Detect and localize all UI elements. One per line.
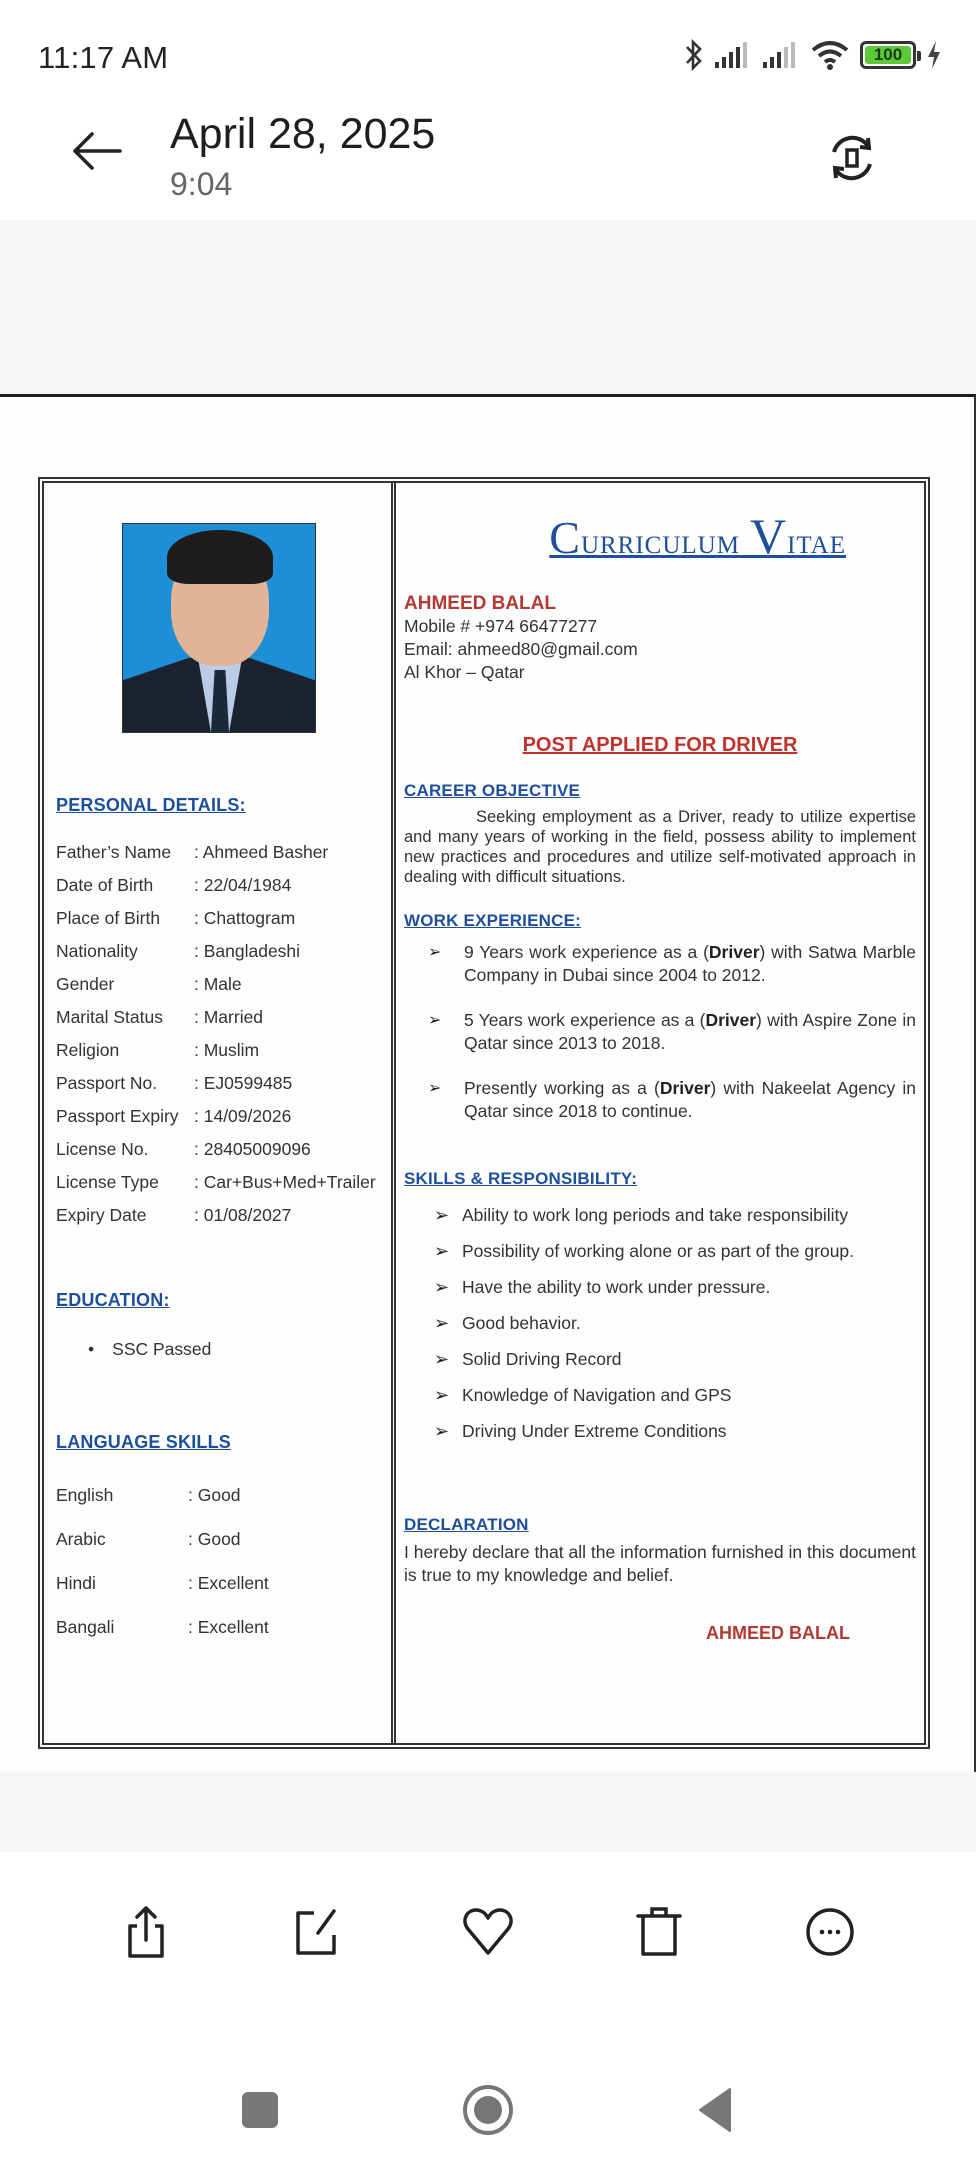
language-level: : Excellent (188, 1572, 269, 1593)
detail-row (56, 1034, 383, 1067)
share-button[interactable] (116, 1902, 176, 1962)
bottom-toolbar (0, 1852, 976, 2012)
trash-icon (634, 1904, 684, 1960)
share-icon (121, 1904, 171, 1960)
work-item: ➢ 5 Years work experience as a (Driver) with Aspire Zone in Qatar since 2013 to 2018. (404, 1009, 916, 1055)
heart-icon (461, 1907, 515, 1957)
skill-item: ➢ Ability to work long periods and take responsibility (404, 1197, 916, 1233)
language-label: English (56, 1484, 114, 1505)
detail-row (56, 1199, 383, 1232)
cv-title-urriculum: urriculum (580, 521, 750, 561)
skill-item: ➢ Good behavior. (404, 1305, 916, 1341)
declaration-heading: DECLARATION (404, 1515, 529, 1534)
detail-row (56, 935, 383, 968)
profile-photo (122, 523, 316, 733)
language-label: Hindi (56, 1572, 96, 1593)
app-header (0, 100, 976, 220)
language-label: Arabic (56, 1528, 106, 1549)
detail-row (56, 1067, 383, 1100)
detail-value: : 28405009096 (194, 1139, 311, 1159)
cv-title-v: V (749, 508, 788, 564)
education-heading: EDUCATION: (56, 1290, 170, 1310)
detail-label: Nationality (56, 941, 138, 961)
work-item: ➢ Presently working as a (Driver) with Nakeelat Agency in Qatar since 2018 to continue. (404, 1077, 916, 1123)
cv-left-column (44, 483, 396, 1743)
signal-icon (762, 40, 800, 70)
detail-value: : Bangladeshi (194, 941, 301, 961)
detail-value: : Ahmeed Basher (194, 842, 329, 862)
arrow-left-icon (68, 126, 128, 176)
language-row (56, 1561, 383, 1605)
detail-label: Father’s Name (56, 842, 172, 862)
home-circle-icon (462, 2084, 514, 2136)
cv-title-c: C (549, 512, 581, 563)
contact-mobile: Mobile # +974 66477277 (404, 616, 598, 636)
detail-row (56, 869, 383, 902)
detail-row (56, 1100, 383, 1133)
more-icon (804, 1906, 856, 1958)
rotate-icon (824, 130, 880, 186)
detail-label: Gender (56, 974, 115, 994)
personal-details-list (56, 836, 383, 1232)
skill-item: ➢ Possibility of working alone or as part of the group. (404, 1233, 916, 1269)
detail-row (56, 1166, 383, 1199)
signal-icon (714, 40, 752, 70)
recents-button[interactable] (230, 2080, 290, 2140)
edit-icon (292, 1907, 342, 1957)
skills-heading: SKILLS & RESPONSIBILITY: (404, 1169, 638, 1188)
detail-value: : EJ0599485 (194, 1073, 293, 1093)
back-nav-button[interactable] (686, 2080, 746, 2140)
status-bar (0, 0, 976, 100)
detail-value: : 01/08/2027 (194, 1205, 292, 1225)
bluetooth-icon (684, 38, 704, 72)
detail-row (56, 968, 383, 1001)
status-time: 11:17 AM (38, 40, 169, 75)
work-experience-list (404, 941, 916, 1123)
contact-location: Al Khor – Qatar (404, 662, 525, 682)
detail-row (56, 902, 383, 935)
wifi-icon (810, 39, 850, 71)
language-list (56, 1473, 383, 1649)
detail-row (56, 836, 383, 869)
detail-value: : 14/09/2026 (194, 1106, 292, 1126)
post-applied: POST APPLIED FOR DRIVER (522, 734, 798, 756)
detail-label: Passport No. (56, 1073, 158, 1093)
square-icon (240, 2090, 280, 2130)
page-subtitle: 9:04 (170, 166, 233, 202)
detail-label: License No. (56, 1139, 149, 1159)
back-button[interactable] (68, 126, 128, 176)
language-row (56, 1605, 383, 1649)
cv-right-column (396, 483, 924, 1743)
work-experience-heading: WORK EXPERIENCE: (404, 911, 581, 930)
signature-name: AHMEED BALAL (706, 1623, 850, 1643)
detail-label: Marital Status (56, 1007, 163, 1027)
detail-value: : 22/04/1984 (194, 875, 292, 895)
home-button[interactable] (458, 2080, 518, 2140)
detail-value: : Married (194, 1007, 264, 1027)
detail-value: : Male (194, 974, 242, 994)
cv-frame (38, 477, 930, 1749)
skills-list (404, 1197, 916, 1449)
candidate-name: AHMEED BALAL (404, 593, 556, 614)
language-level: : Good (188, 1528, 241, 1549)
cv-title-itae: itae (787, 521, 846, 561)
detail-value: : Chattogram (194, 908, 296, 928)
language-level: : Good (188, 1484, 241, 1505)
skill-item: ➢ Knowledge of Navigation and GPS (404, 1377, 916, 1413)
detail-value: : Muslim (194, 1040, 260, 1060)
more-button[interactable] (800, 1902, 860, 1962)
triangle-back-icon (696, 2087, 736, 2133)
delete-button[interactable] (629, 1902, 689, 1962)
language-row (56, 1473, 383, 1517)
declaration-text: I hereby declare that all the information furnished in this document is true to my knowledge and belief. (404, 1542, 916, 1585)
detail-row (56, 1001, 383, 1034)
work-item: ➢ 9 Years work experience as a (Driver) with Satwa Marble Company in Dubai since 2004 to 2012. (404, 941, 916, 987)
document-scan (0, 394, 976, 1772)
detail-label: Place of Birth (56, 908, 161, 928)
language-label: Bangali (56, 1616, 115, 1637)
edit-button[interactable] (287, 1902, 347, 1962)
contact-email: Email: ahmeed80@gmail.com (404, 639, 638, 659)
detail-label: Expiry Date (56, 1205, 147, 1225)
skill-item: ➢ Solid Driving Record (404, 1341, 916, 1377)
career-objective-text: Seeking employment as a Driver, ready to utilize expertise and many years of working in the field, possess ability to implement new practices and procedures and utilize self-motivated approach in dealing with difficult situations. (404, 808, 916, 886)
battery-icon (860, 41, 916, 69)
language-level: : Excellent (188, 1616, 269, 1637)
skill-item: ➢ Driving Under Extreme Conditions (404, 1413, 916, 1449)
career-objective-heading: CAREER OBJECTIVE (404, 781, 581, 800)
status-icons (684, 38, 942, 72)
education-item: • SSC Passed (88, 1339, 383, 1360)
detail-label: Passport Expiry (56, 1106, 179, 1126)
cv-title (404, 507, 846, 565)
battery-level: 100 (865, 46, 911, 64)
detail-row (56, 1133, 383, 1166)
page-title: April 28, 2025 (170, 110, 436, 158)
favorite-button[interactable] (458, 1902, 518, 1962)
personal-details-heading: PERSONAL DETAILS: (56, 795, 246, 815)
language-row (56, 1517, 383, 1561)
rotate-button[interactable] (824, 130, 880, 186)
charging-icon (926, 40, 942, 70)
detail-label: Religion (56, 1040, 120, 1060)
system-nav-bar (0, 2060, 976, 2160)
image-viewer[interactable] (0, 220, 976, 1852)
skill-item: ➢ Have the ability to work under pressure. (404, 1269, 916, 1305)
detail-label: Date of Birth (56, 875, 154, 895)
language-skills-heading: LANGUAGE SKILLS (56, 1432, 232, 1452)
detail-value: : Car+Bus+Med+Trailer (194, 1172, 376, 1192)
detail-label: License Type (56, 1172, 159, 1192)
